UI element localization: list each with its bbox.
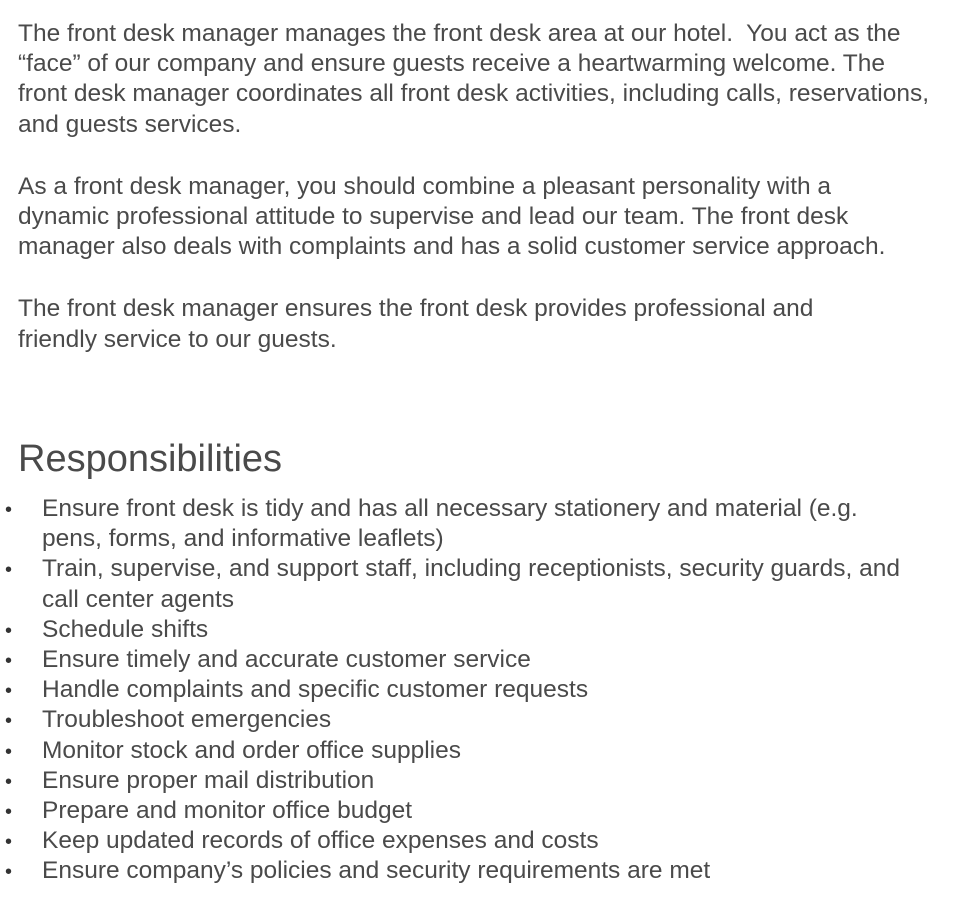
bullet-icon: • <box>5 680 13 703</box>
list-item-text: Ensure company’s policies and security requirements are met <box>42 857 711 885</box>
list-item <box>0 856 922 886</box>
bullet-icon: • <box>5 770 13 793</box>
bullet-icon: • <box>5 619 13 642</box>
bullet-icon: • <box>5 831 13 854</box>
intro-paragraph-2: As a front desk manager, you should combine a pleasant personality with a dynamic professional attitude to supervise and lead our team. The front desk manager also deals with complaints and has a solid customer service approach. <box>18 172 886 261</box>
list-item-text: Monitor stock and order office supplies <box>42 736 461 764</box>
bullet-icon: • <box>5 801 13 824</box>
list-item <box>0 705 922 735</box>
bullet-icon: • <box>5 499 13 521</box>
bullet-icon: • <box>5 740 13 763</box>
intro-paragraph-1: The front desk manager manages the front desk area at our hotel. You act as the “face” of our company and ensure guests receive a heartwarming welcome. The front desk manager coordinates all front desk activities, including calls, reservations, and guests services. <box>18 20 936 138</box>
list-item <box>0 645 922 675</box>
list-item <box>0 736 922 766</box>
list-item <box>0 615 922 645</box>
list-item-text: Train, supervise, and support staff, including receptionists, security guards, and call center agents <box>42 555 900 613</box>
list-item <box>0 826 922 856</box>
list-item-text: Ensure timely and accurate customer service <box>42 646 531 674</box>
list-item-text: Ensure proper mail distribution <box>42 766 375 794</box>
list-item-text: Prepare and monitor office budget <box>42 797 413 825</box>
list-item-text: Ensure front desk is tidy and has all necessary stationery and material (e.g. pens, forms, and informative leaflets) <box>42 495 858 553</box>
responsibilities-heading: Responsibilities <box>18 438 283 480</box>
list-item-text: Troubleshoot emergencies <box>42 706 332 734</box>
bullet-icon: • <box>5 650 13 673</box>
job-description-intro <box>18 19 948 387</box>
list-item <box>0 766 922 796</box>
list-item-text: Keep updated records of office expenses and costs <box>42 827 599 855</box>
list-item-text: Schedule shifts <box>42 615 209 643</box>
list-item-text: Handle complaints and specific customer requests <box>42 676 589 704</box>
bullet-icon: • <box>5 710 13 733</box>
list-item <box>0 796 922 826</box>
bullet-icon: • <box>5 861 13 884</box>
intro-paragraph-3: The front desk manager ensures the front desk provides professional and friendly service to our guests. <box>18 295 821 353</box>
bullet-icon: • <box>5 559 13 582</box>
list-item <box>0 554 922 614</box>
list-item <box>0 494 922 554</box>
responsibilities-list <box>0 494 960 887</box>
list-item <box>0 675 922 705</box>
